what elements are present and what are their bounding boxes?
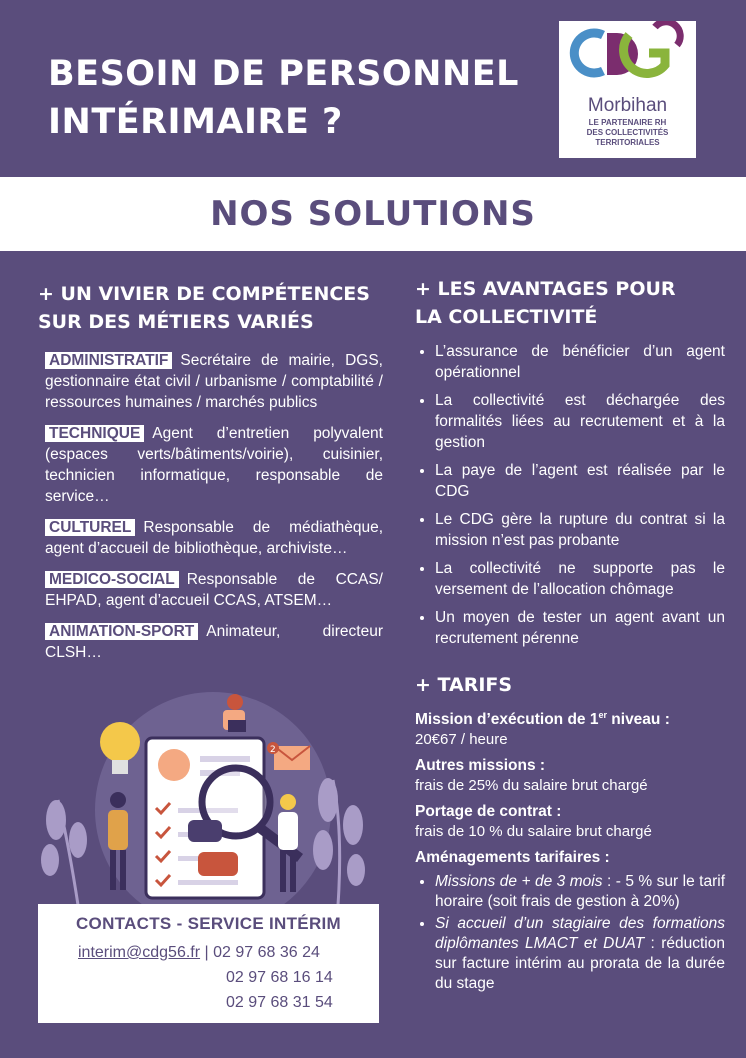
list-item: • L’assurance de bénéficier d’un agent opérationnel (435, 341, 725, 383)
category-technique (45, 423, 383, 507)
tarifs-heading: + TARIFS (415, 674, 513, 696)
phone-3: 02 97 68 31 54 (226, 994, 333, 1011)
illustration-svg (38, 690, 383, 905)
list-item: • Le CDG gère la rupture du contrat si la mission n’est pas probante (435, 509, 725, 551)
am2-text: : réduction sur facture intérim au prorata de la durée du stage (435, 935, 725, 993)
am2-italic: Si accueil d’un stagiaire des formations diplômantes LMACT et DUAT (435, 915, 725, 953)
logo-tagline-2: DES COLLECTIVITÉS (586, 128, 669, 137)
solutions-band (0, 177, 746, 251)
amenagements-list (415, 872, 725, 994)
list-item (435, 914, 725, 994)
plant-right-icon (313, 778, 365, 905)
mission1-label (415, 705, 725, 730)
skills-heading-1: + UN VIVIER DE COMPÉTENCES (38, 283, 370, 305)
solutions-title: NOS SOLUTIONS (210, 194, 536, 234)
category-administratif (45, 350, 383, 413)
title-line-1: BESOIN DE PERSONNEL (48, 54, 519, 94)
skills-section (38, 280, 383, 673)
category-text: Responsable de CCAS/ EHPAD, agent d’accueil CCAS, ATSEM… (45, 571, 383, 609)
cdg-logo (559, 21, 696, 158)
list-item (435, 872, 725, 912)
logo-name: Morbihan (587, 95, 668, 116)
category-tag: MEDICO-SOCIAL (45, 571, 179, 588)
autres-label: Autres missions : (415, 757, 546, 775)
category-text: Agent d’entretien polyvalent (espaces verts/bâtiments/voirie), cuisinier, technicien informatique, responsable de service… (45, 425, 383, 505)
phone-1: 02 97 68 36 24 (213, 944, 320, 961)
portage-label: Portage de contrat : (415, 803, 562, 821)
skills-heading (38, 280, 383, 336)
advantages-heading-2: LA COLLECTIVITÉ (415, 306, 598, 328)
category-tag: TECHNIQUE (45, 425, 144, 442)
mission1-label-a: Mission d’exécution de 1 (415, 711, 599, 729)
am1-italic: Missions de + de 3 mois (435, 873, 603, 891)
phone-2: 02 97 68 16 14 (226, 969, 333, 986)
category-animation-sport (45, 621, 383, 663)
list-item: • Un moyen de tester un agent avant un recrutement pérenne (435, 607, 725, 649)
email-link[interactable]: interim@cdg56.fr (78, 944, 201, 961)
list-item: • La paye de l’agent est réalisée par le CDG (435, 460, 725, 502)
plant-left-icon (41, 800, 87, 905)
advantages-list (415, 341, 725, 649)
contacts-box (38, 904, 379, 1023)
category-text: Secrétaire de mairie, DGS, gestionnaire état civil / urbanisme / comptabilité / ressources humaines / marchés publics (45, 352, 383, 411)
mission1-label-b: niveau : (606, 711, 670, 729)
logo-tagline-1: LE PARTENAIRE RH (588, 118, 667, 127)
contact-row-1 (78, 944, 320, 962)
category-culturel (45, 517, 383, 559)
advantages-heading-1: + LES AVANTAGES POUR (415, 278, 676, 300)
amenagements-label: Aménagements tarifaires : (415, 849, 610, 867)
contacts-title: CONTACTS - SERVICE INTÉRIM (75, 914, 342, 933)
cdg-logo-mark (559, 21, 696, 101)
logo-tagline (559, 118, 696, 148)
recruitment-illustration (38, 690, 383, 905)
category-tag: ANIMATION-SPORT (45, 623, 198, 640)
mission1-sup: er (598, 710, 607, 720)
envelope-badge: 2 (270, 745, 276, 755)
skills-heading-2: SUR DES MÉTIERS VARIÉS (38, 311, 314, 333)
category-text: Animateur, directeur CLSH… (45, 623, 383, 661)
category-tag: ADMINISTRATIF (45, 352, 172, 369)
am1-text: : - 5 % sur le tarif horaire (soit frais de gestion à 20%) (435, 873, 726, 911)
logo-tagline-3: TERRITORIALES (595, 138, 660, 147)
advantages-section (415, 275, 725, 996)
category-medico-social (45, 569, 383, 611)
title-line-2: INTÉRIMAIRE ? (48, 102, 343, 142)
autres-value: frais de 25% du salaire brut chargé (415, 777, 648, 795)
contact-separator: | (204, 944, 209, 961)
list-item: • La collectivité est déchargée des formalités liées au recrutement et à la gestion (435, 390, 725, 453)
category-tag: CULTUREL (45, 519, 135, 536)
category-text: Responsable de médiathèque, agent d’accueil de bibliothèque, archiviste… (45, 519, 383, 557)
tarifs-section (415, 671, 725, 994)
portage-value: frais de 10 % du salaire brut chargé (415, 823, 652, 841)
advantages-heading (415, 275, 725, 331)
mission1-value: 20€67 / heure (415, 731, 508, 749)
list-item: • La collectivité ne supporte pas le versement de l’allocation chômage (435, 558, 725, 600)
page-title (48, 50, 519, 146)
